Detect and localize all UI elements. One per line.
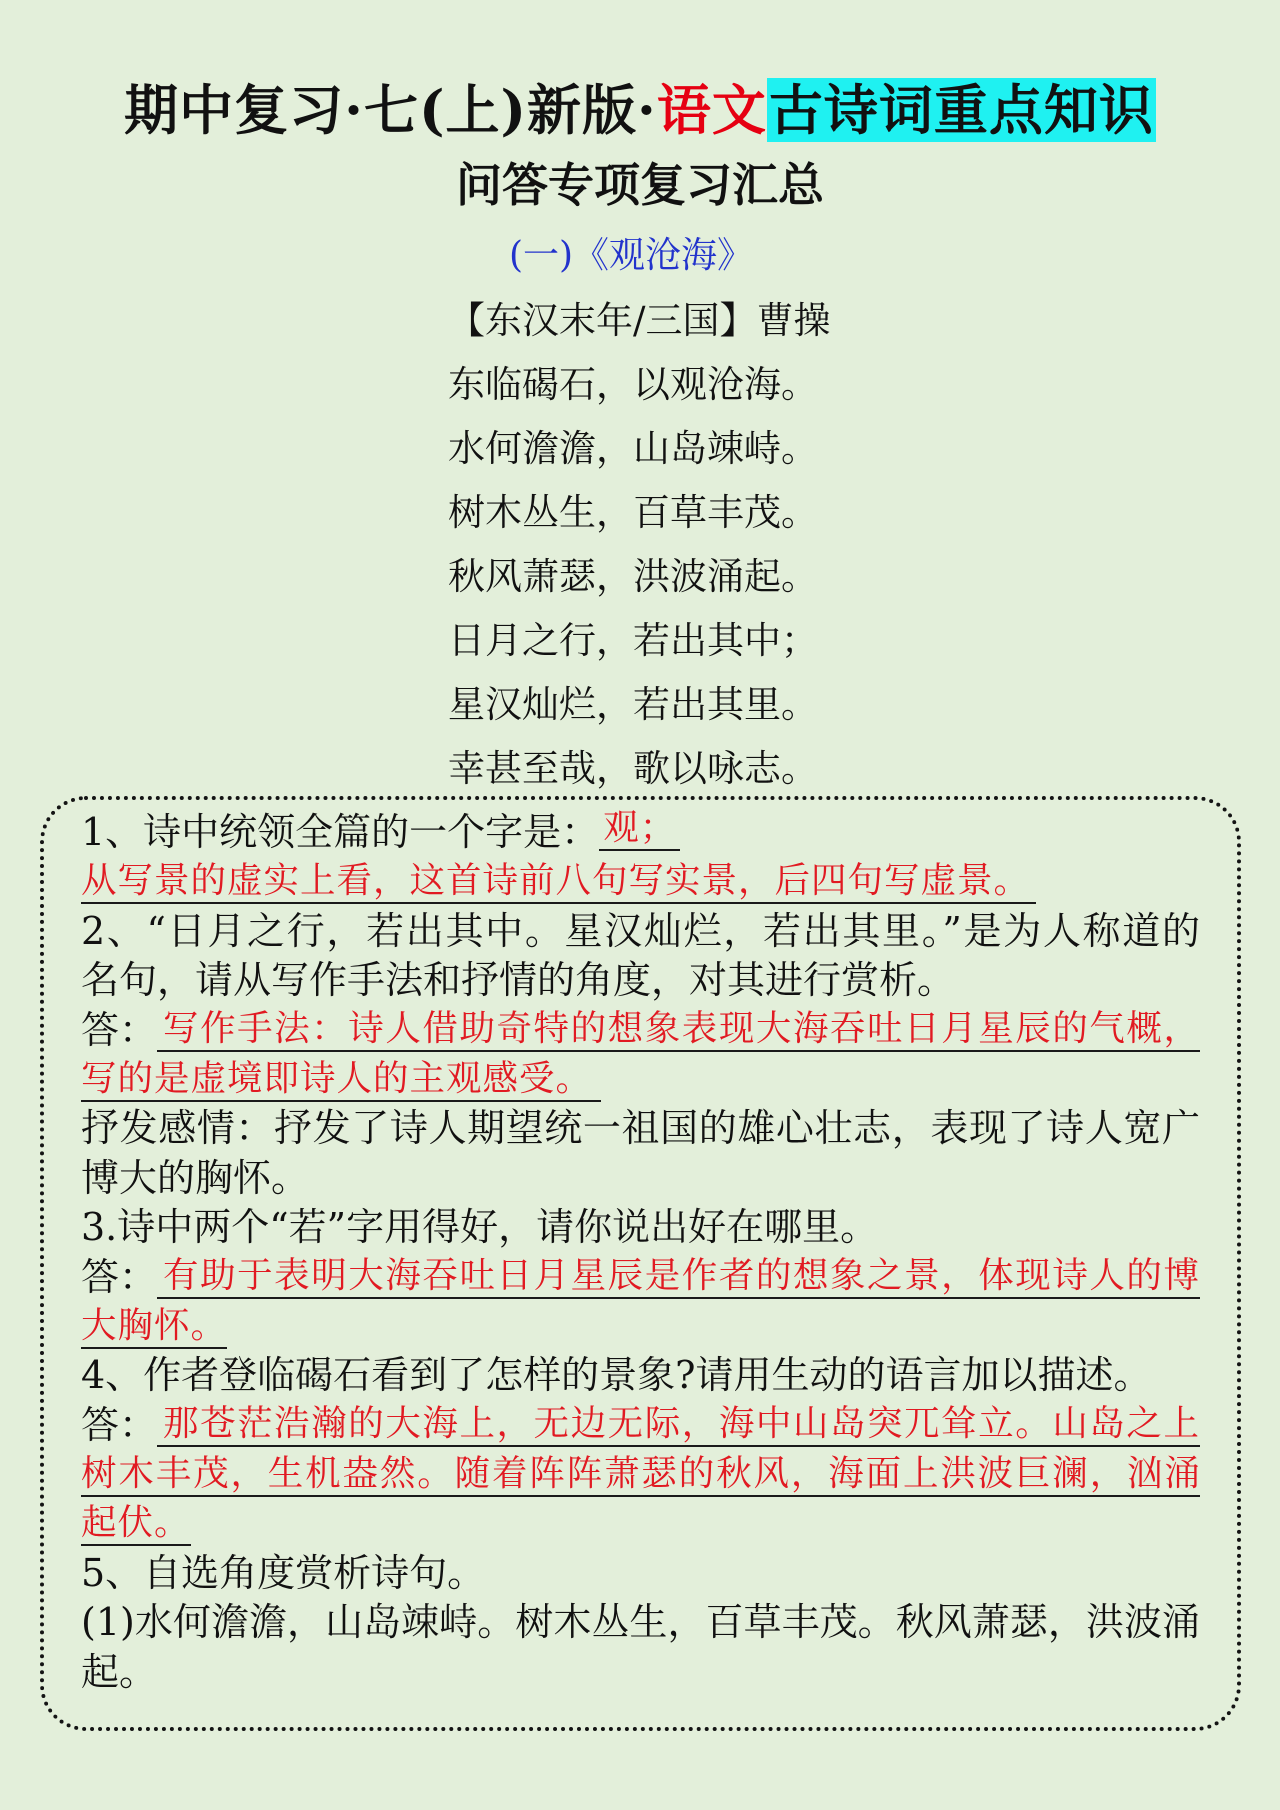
- question-5-sub: 起。: [81, 1649, 158, 1694]
- question-1: [81, 808, 1200, 857]
- question-3-answer-line: [81, 1253, 1200, 1302]
- question-4-prompt: 4、作者登临碣石看到了怎样的景象?请用生动的语言加以描述。: [81, 1353, 1152, 1398]
- poem-line: 树木丛生，百草丰茂。: [448, 491, 818, 534]
- question-3-answer-line: [81, 1302, 1200, 1351]
- poem-block: [448, 289, 830, 801]
- answer-label: 答：: [81, 1254, 158, 1299]
- question-4-answer: 那苍茫浩瀚的大海上，无边无际，海中山岛突兀耸立。山岛之上: [157, 1403, 1200, 1447]
- answer-label: 答：: [81, 1402, 158, 1447]
- question-3-answer: 大胸怀。: [81, 1305, 227, 1349]
- question-4-prompt-line: [81, 1351, 1200, 1400]
- question-2-extra-line: [81, 1104, 1200, 1153]
- question-2-prompt: 名句，请从写作手法和抒情的角度，对其进行赏析。: [81, 958, 956, 1003]
- title-prefix: 期中复习·七(上)新版·: [124, 78, 657, 142]
- question-4-answer-line: [81, 1401, 1200, 1450]
- question-2-answer-line: [81, 1006, 1200, 1055]
- question-3-answer: 有助于表明大海吞吐日月星辰是作者的想象之景，体现诗人的博: [157, 1255, 1200, 1299]
- question-3-prompt-line: [81, 1203, 1200, 1252]
- question-4-answer-line: [81, 1499, 1200, 1548]
- question-2-prompt: 2、“日月之行，若出其中。星汉灿烂，若出其里。”是为人称道的: [81, 908, 1200, 953]
- question-1-answer: 观；: [599, 807, 680, 851]
- title-highlight: 古诗词重点知识: [768, 78, 1154, 142]
- question-2-extra: 博大的胸怀。: [81, 1155, 310, 1200]
- poem-line: 星汉灿烂，若出其里。: [448, 683, 818, 726]
- qa-section: [81, 808, 1200, 1697]
- question-1-prompt: 1、诗中统领全篇的一个字是：: [81, 810, 600, 854]
- question-2-extra: 抒发感情：抒发了诗人期望统一祖国的雄心壮志，表现了诗人宽广: [81, 1106, 1200, 1151]
- poem-line: 幸甚至哉，歌以咏志。: [448, 747, 818, 790]
- title-subject: 语文: [656, 78, 767, 142]
- answer-label: 答：: [81, 1007, 158, 1052]
- question-2-answer: 写的是虚境即诗人的主观感受。: [81, 1058, 601, 1102]
- question-4-answer: 起伏。: [81, 1502, 191, 1546]
- question-5-prompt-line: [81, 1549, 1200, 1598]
- question-5-sub: (1)水何澹澹，山岛竦峙。树木丛生，百草丰茂。秋风萧瑟，洪波涌: [81, 1600, 1200, 1645]
- question-5-sub-line: [81, 1648, 1200, 1697]
- question-2-extra-line: [81, 1154, 1200, 1203]
- question-4-answer: 树木丰茂，生机盎然。随着阵阵萧瑟的秋风，海面上洪波巨澜，汹涌: [81, 1453, 1200, 1497]
- question-1-note-line: [81, 857, 1200, 906]
- page-title: [0, 78, 1280, 142]
- question-2-prompt-line: [81, 907, 1200, 956]
- question-5-sub-line: [81, 1598, 1200, 1647]
- poem-line: 东临碣石，以观沧海。: [448, 363, 818, 406]
- page-subtitle: 问答专项复习汇总: [456, 158, 824, 212]
- question-2-prompt-line: [81, 956, 1200, 1005]
- question-3-prompt: 3.诗中两个“若”字用得好，请你说出好在哪里。: [81, 1205, 879, 1250]
- poem-line: 日月之行，若出其中；: [448, 619, 818, 662]
- question-1-note: 从写景的虚实上看，这首诗前八句写实景，后四句写虚景。: [81, 860, 1036, 904]
- question-4-answer-line: [81, 1450, 1200, 1499]
- question-2-answer: 写作手法：诗人借助奇特的想象表现大海吞吐日月星辰的气概，: [157, 1008, 1200, 1052]
- poem-line: 水何澹澹，山岛竦峙。: [448, 427, 818, 470]
- poem-heading: (一)《观沧海》: [508, 235, 754, 276]
- question-2-answer-line: [81, 1055, 1200, 1104]
- question-5-prompt: 5、自选角度赏析诗句。: [81, 1550, 486, 1595]
- poem-line: 秋风萧瑟，洪波涌起。: [448, 555, 818, 598]
- poem-author: 【东汉末年/三国】曹操: [448, 299, 831, 342]
